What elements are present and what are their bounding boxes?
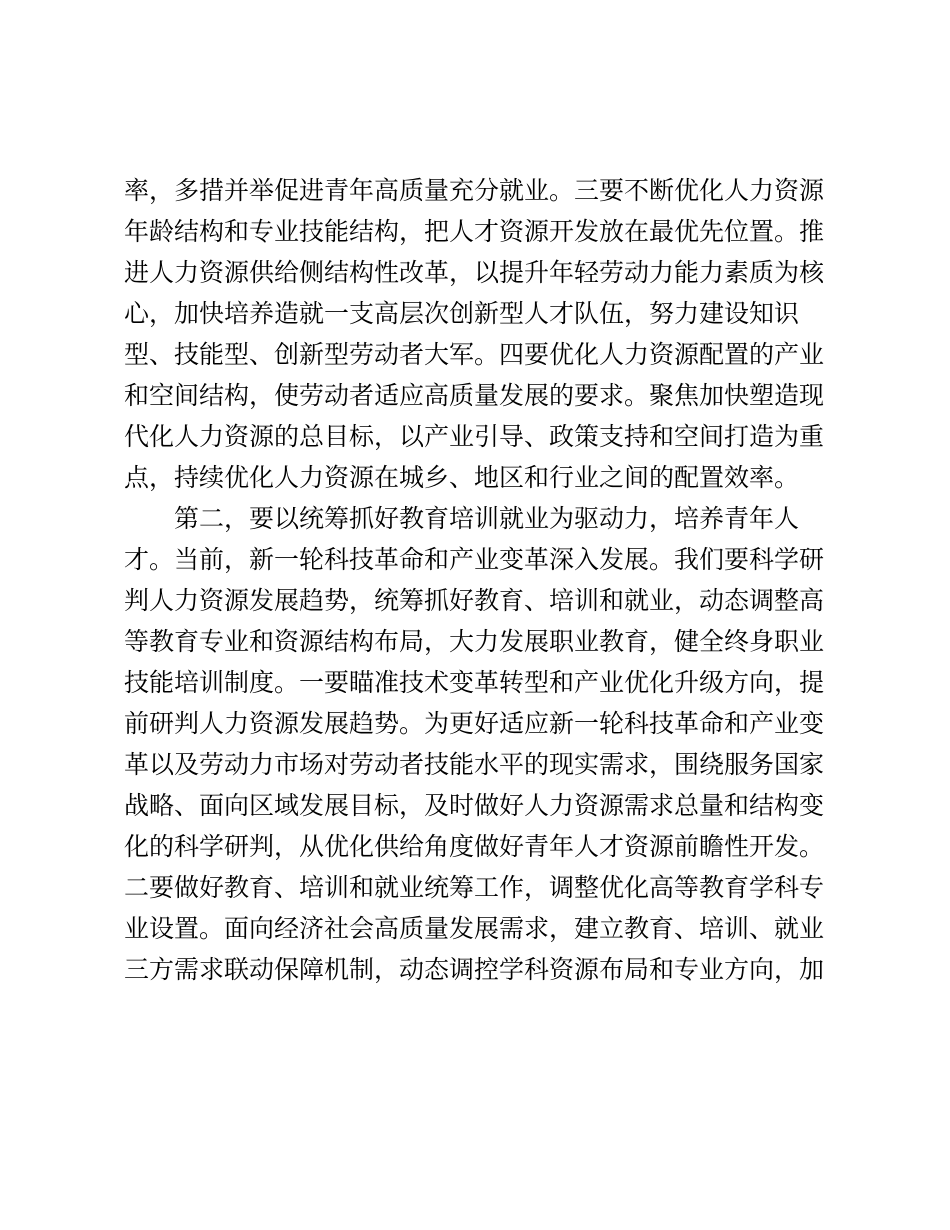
- text-line: 三方需求联动保障机制，动态调控学科资源布局和专业方向，加: [124, 955, 825, 984]
- text-line: 等教育专业和资源结构布局，大力发展职业教育，健全终身职业: [124, 627, 825, 656]
- text-line: 技能培训制度。一要瞄准技术变革转型和产业优化升级方向，提: [124, 668, 825, 697]
- text-line: 年龄结构和专业技能结构，把人才资源开发放在最优先位置。推: [124, 217, 825, 246]
- text-line: 型、技能型、创新型劳动者大军。四要优化人力资源配置的产业: [124, 340, 825, 369]
- text-line: 心，加快培养造就一支高层次创新型人才队伍，努力建设知识: [124, 299, 800, 328]
- text-line: 前研判人力资源发展趋势。为更好适应新一轮科技革命和产业变: [124, 709, 825, 738]
- text-line: 化的科学研判，从优化供给角度做好青年人才资源前瞻性开发。: [124, 832, 825, 861]
- text-line: 战略、面向区域发展目标，及时做好人力资源需求总量和结构变: [124, 791, 825, 820]
- text-line: 业设置。面向经济社会高质量发展需求，建立教育、培训、就业: [124, 914, 825, 943]
- text-line: 进人力资源供给侧结构性改革，以提升年轻劳动力能力素质为核: [124, 258, 825, 287]
- text-line: 二要做好教育、培训和就业统筹工作，调整优化高等教育学科专: [124, 873, 825, 902]
- paragraph-start-line: 第二，要以统筹抓好教育培训就业为驱动力，培养青年人: [174, 504, 800, 533]
- body-text: [124, 170, 828, 990]
- text-line: 才。当前，新一轮科技革命和产业变革深入发展。我们要科学研: [124, 545, 825, 574]
- text-line: 率，多措并举促进青年高质量充分就业。三要不断优化人力资源: [124, 176, 825, 205]
- text-line: 代化人力资源的总目标，以产业引导、政策支持和空间打造为重: [124, 422, 825, 451]
- text-line: 判人力资源发展趋势，统筹抓好教育、培训和就业，动态调整高: [124, 586, 825, 615]
- text-line: 点，持续优化人力资源在城乡、地区和行业之间的配置效率。: [124, 463, 800, 492]
- text-line: 革以及劳动力市场对劳动者技能水平的现实需求，围绕服务国家: [124, 750, 825, 779]
- text-line: 和空间结构，使劳动者适应高质量发展的要求。聚焦加快塑造现: [124, 381, 825, 410]
